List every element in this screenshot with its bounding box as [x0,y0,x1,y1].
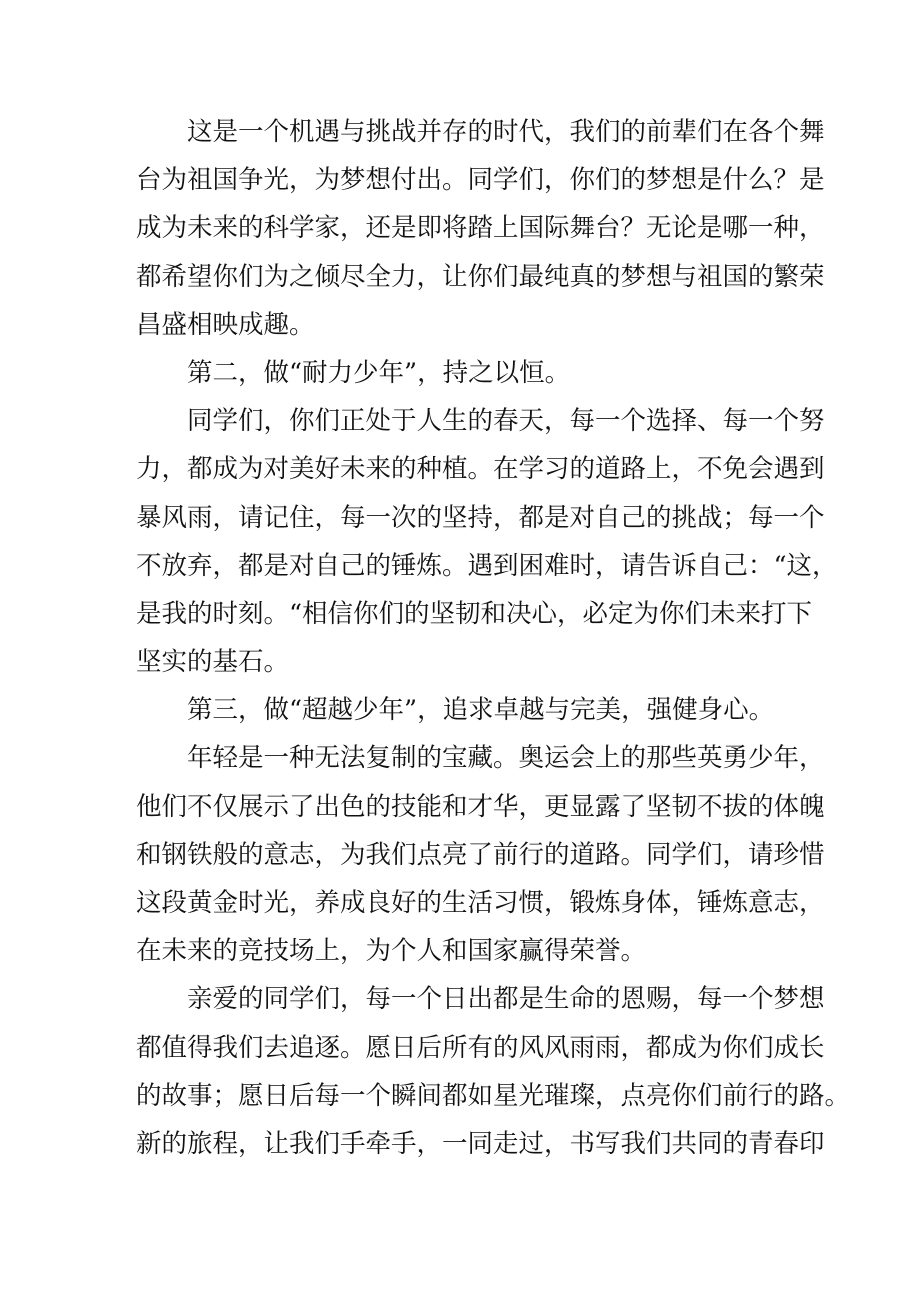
text-line: 是我的时刻。“相信你们的坚韧和决心，必定为你们未来打下 [136,598,813,629]
paragraph [136,734,825,975]
text-line: 不放弃，都是对自己的锤炼。遇到困难时，请告诉自己：“这， [136,550,838,581]
text-line: 新的旅程，让我们手牵手，一同走过，书写我们共同的青春印 [136,1128,825,1159]
text-line: 和钢铁般的意志，为我们点亮了前行的道路。同学们，请珍惜 [136,839,825,870]
text-line: 成为未来的科学家，还是即将踏上国际舞台？无论是哪一种， [136,213,825,244]
text-line: 力，都成为对美好未来的种植。在学习的道路上，不免会遇到 [136,454,825,485]
text-line: 的故事；愿日后每一个瞬间都如星光璀璨，点亮你们前行的路。 [136,1080,851,1111]
text-line: 亲爱的同学们，每一个日出都是生命的恩赐，每一个梦想 [187,984,825,1015]
text-line: 在未来的竞技场上，为个人和国家赢得荣誉。 [136,936,647,967]
text-line: 都值得我们去追逐。愿日后所有的风风雨雨，都成为你们成长 [136,1032,825,1063]
paragraph [136,108,825,349]
text-line: 这段黄金时光，养成良好的生活习惯，锻炼身体，锤炼意志， [136,888,825,918]
text-line: 同学们，你们正处于人生的春天，每一个选择、每一个努 [187,406,825,437]
text-line: 年轻是一种无法复制的宝藏。奥运会上的那些英勇少年， [187,743,825,774]
text-line: 他们不仅展示了出色的技能和才华，更显露了坚韧不拔的体魄 [136,791,825,822]
document-body [136,108,851,1168]
text-line: 台为祖国争光，为梦想付出。同学们，你们的梦想是什么？是 [136,165,825,196]
section-heading [136,686,796,734]
text-line: 暴风雨，请记住，每一次的坚持，都是对自己的挑战；每一个 [136,502,825,533]
text-line: 都希望你们为之倾尽全力，让你们最纯真的梦想与祖国的繁荣 [136,261,825,292]
text-line: 第三，做“超越少年”，追求卓越与完美，强健身心。 [187,695,775,726]
paragraph [136,397,838,686]
paragraph [136,975,851,1168]
section-heading [136,349,796,397]
text-line: 第二，做“耐力少年”，持之以恒。 [187,357,571,388]
text-line: 坚实的基石。 [136,647,290,678]
text-line: 这是一个机遇与挑战并存的时代，我们的前辈们在各个舞 [187,117,825,147]
text-line: 昌盛相映成趣。 [136,309,315,340]
